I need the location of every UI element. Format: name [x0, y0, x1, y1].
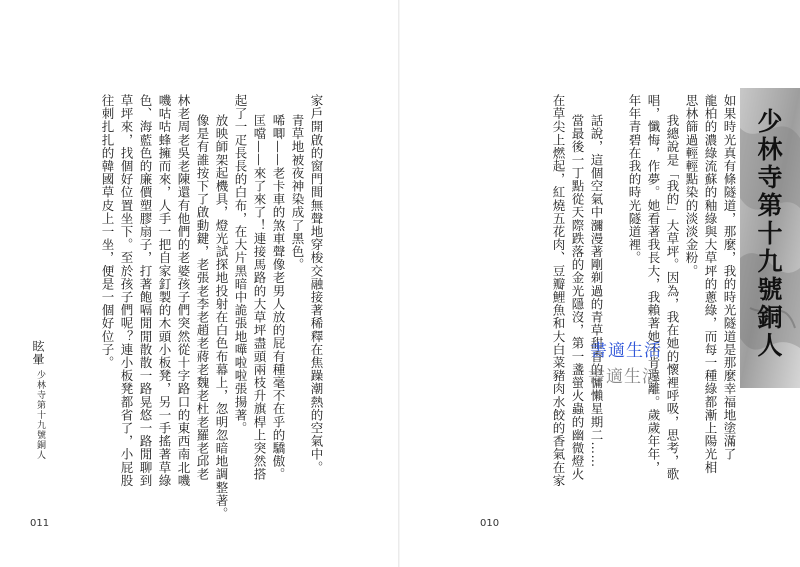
left-col-8: 林老周老吳老陳還有他們的老婆孩子們突然從十字路口的東西南北嘰	[176, 94, 191, 487]
right-col-1: 如果時光真有條隧道，那麼，我的時光隧道是那麼幸福地塗滿了	[722, 94, 737, 461]
right-col-6: 年年青碧在我的時光隧道裡。	[627, 94, 642, 265]
left-col-1: 家戶開啟的窗門間無聲地穿梭交融接著稀釋在焦躁潮熱的空氣中。	[309, 94, 324, 474]
left-col-12: 往刺扎扎的韓國草皮上一坐，便是一個好位子。	[100, 94, 115, 370]
left-col-6: 放映師架起機具，燈光試探地投射在白色布幕上，忽明忽暗地調整著。	[214, 114, 229, 521]
right-col-5: 唱，懺悔，作夢。她看著我長大，我賴著她不肯遠離。歲歲年年，	[646, 94, 661, 474]
right-page	[400, 0, 800, 567]
right-col-9: 當最後一丁點從天際跌落的金光隱沒，第一盞螢火蟲的幽微燈火	[570, 114, 585, 481]
left-col-5: 起了一疋長長的白布，在大片黑暗中詭張地嘩啦啦張揚著。	[233, 94, 248, 435]
right-col-4: 我總說是「我的」大草坪。因為，我在她的懷裡呼吸，思考，歌	[665, 114, 680, 481]
watermark-gray: 書適生活	[588, 367, 660, 387]
page-number: 011	[30, 518, 50, 529]
left-col-2: 青草地被夜神染成了黑色。	[290, 114, 305, 272]
left-col-9: 嘰咕咕蜂擁而來，人手一把自家釘製的木頭小板凳，另一手搖著草綠	[157, 94, 172, 487]
right-col-10: 在草尖上燃起，紅燒五花肉、豆瓣鯉魚和大白菜豬肉水餃的香氣在家	[551, 94, 566, 487]
right-col-8: 話說，這個空氣中瀰漫著剛剃過的青草甜香的慵懶星期二……	[589, 114, 604, 468]
chapter-banner	[740, 88, 800, 388]
right-col-2: 龍柏的濃綠流蘇的釉綠與大草坪的蔥綠，而每一種綠都漸上陽光相	[703, 94, 718, 474]
running-title: 眩暈	[31, 340, 45, 366]
left-col-11: 草坪來，找個好位置坐下。至於孩子們呢？連小板凳都省了，小屁股	[119, 94, 134, 487]
left-col-3: 唏唧——老卡車的煞車聲像老男人放的屁有種毫不在乎的驕傲。	[271, 114, 286, 481]
right-col-3: 思林篩過輕輕點染的淡淡金粉。	[684, 94, 699, 278]
page-number: 010	[480, 518, 500, 529]
left-col-7: 像是有誰按下了啟動鍵，老張老李老趙老蔣老魏老杜老羅老邱老	[195, 114, 210, 481]
running-subtitle: 少林寺第十九號銅人	[35, 370, 45, 460]
left-col-10: 色、海藍色的廉價塑膠扇子，打著飽嗝閒閒散散一路晃悠一路閒聊到	[138, 94, 153, 487]
chapter-title: 少林寺第十九號銅人	[754, 108, 783, 360]
watermark-blue: 書適生活	[590, 341, 662, 361]
left-col-4: 匡噹——來了來了！連接馬路的大草坪盡頭兩枝升旗桿上突然搭	[252, 114, 267, 481]
